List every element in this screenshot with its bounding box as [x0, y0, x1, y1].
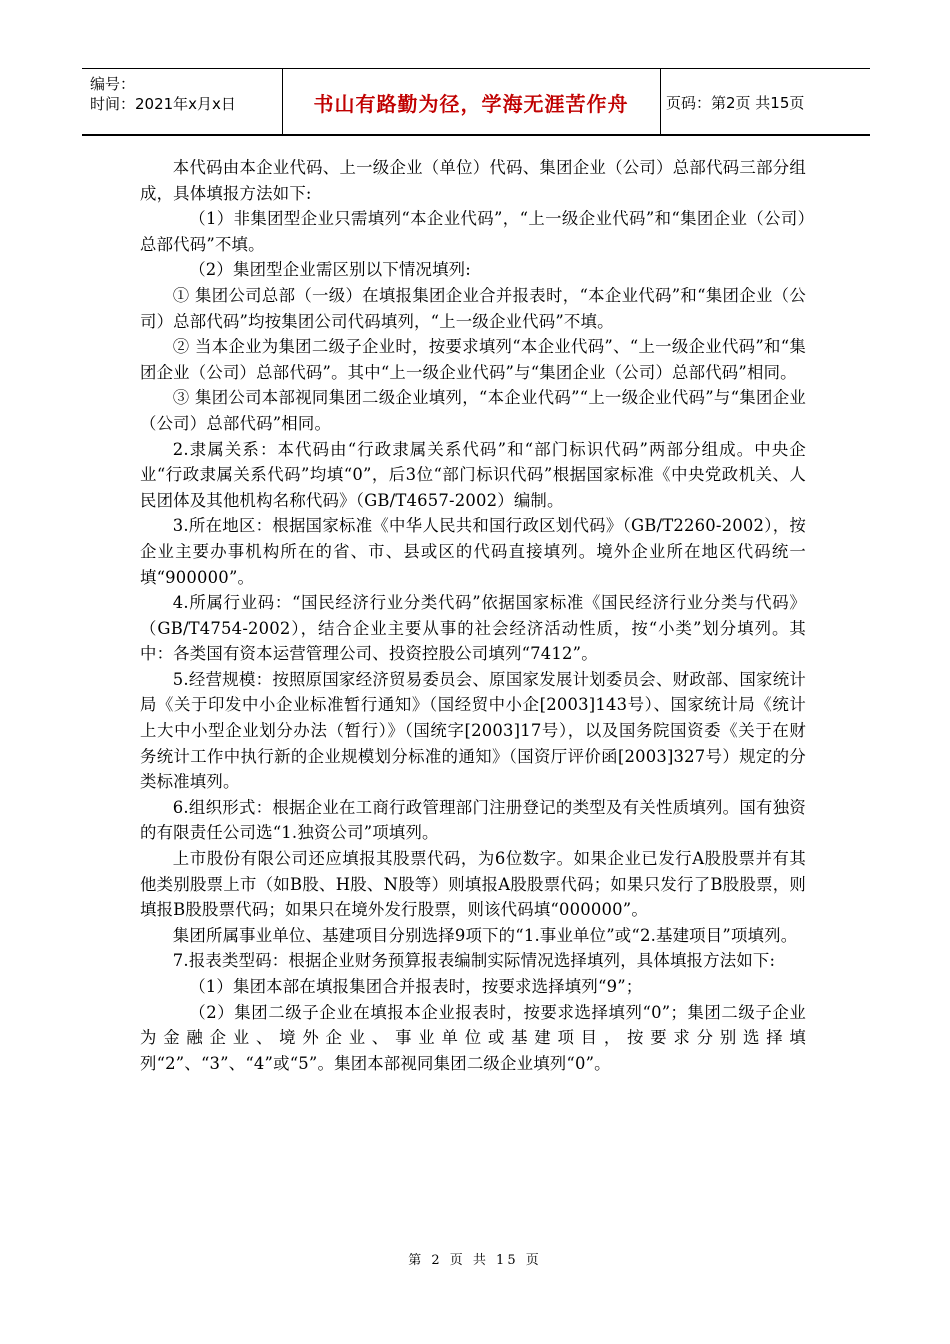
paragraph-group-main-office: ③ 集团公司本部视同集团二级企业填列，“本企业代码”“上一级企业代码”与“集团企业（公司）总部代码”相同。	[140, 388, 806, 433]
paragraph-organization-form: 6.组织形式：根据企业在工商行政管理部门注册登记的类型及有关性质填列。国有独资的有限责任公司选“1.独资公司”项填列。	[140, 797, 806, 843]
paragraph-report-type: 7.报表类型码：根据企业财务预算报表编制实际情况选择填列，具体填报方法如下:	[172, 951, 776, 971]
page-footer: 第 2 页 共 15 页	[408, 1253, 542, 1268]
header-divider-right	[660, 68, 661, 136]
paragraph-stock-code: 上市股份有限公司还应填报其股票代码，为6位数字。如果企业已发行A股股票并有其他类别股票上市（如B股、H股、N股等）则填报A股股票代码；如果只发行了B股股票，则填报B股股票代码；如果只在境外发行股票，则该代码填“000000”。	[140, 849, 806, 920]
document-date-label: 时间：2021年x月x日	[90, 95, 236, 113]
header-motto: 书山有路勤为径，学海无涯苦作舟	[313, 91, 629, 116]
header-divider-left	[282, 68, 283, 136]
header-page-number: 页码：第2页 共15页	[666, 93, 805, 112]
paragraph-non-group: （1）非集团型企业只需填列“本企业代码”，“上一级企业代码”和“集团企业（公司）总部代码”不填。	[140, 209, 806, 254]
paragraph-business-scale: 5.经营规模：按照原国家经济贸易委员会、原国家发展计划委员会、财政部、国家统计局《关于印发中小企业标准暂行通知》（国经贸中小企[2003]143号）、国家统计局《统计上大中小型企业划分办法（暂行）》（国统字[2003]17号），以及国务院国资委《关于在财务统计工作中执行新的企业规模划分标准的通知》（国资厅评价函[2003]327号）规定的分类标准填列。	[140, 669, 806, 792]
paragraph-group-intro: （2）集团型企业需区别以下情况填列:	[189, 260, 471, 280]
paragraph-code-composition: 本代码由本企业代码、上一级企业（单位）代码、集团企业（公司）总部代码三部分组成，具体填报方法如下:	[140, 158, 806, 203]
paragraph-report-type-1: （1）集团本部在填报集团合并报表时，按要求选择填列“9”；	[189, 977, 643, 996]
header-bottom-rule	[82, 134, 870, 136]
header-motto-cell	[284, 68, 658, 136]
paragraph-group-headquarters: ① 集团公司总部（一级）在填报集团企业合并报表时，“本企业代码”和“集团企业（公司）总部代码”均按集团公司代码填列，“上一级企业代码”不填。	[140, 285, 806, 331]
paragraph-industry-code: 4.所属行业码：“国民经济行业分类代码”依据国家标准《国民经济行业分类与代码》（GB/T4754-2002），结合企业主要从事的社会经济活动性质，按“小类”划分填列。其中：各类国有资本运营管理公司、投资控股公司填列“7412”。	[140, 593, 806, 664]
document-body	[140, 155, 806, 1076]
paragraph-public-institutions: 集团所属事业单位、基建项目分别选择9项下的“1.事业单位”或“2.基建项目”项填列。	[172, 925, 798, 945]
header-meta	[90, 74, 280, 114]
page-header	[82, 68, 870, 136]
paragraph-report-type-2: （2）集团二级子企业在填报本企业报表时，按要求选择填列“0”；集团二级子企业为金融企业、境外企业、事业单位或基建项目，按要求分别选择填列“2”、“3”、“4”或“5”。集团本部视同集团二级企业填列“0”。	[140, 1002, 806, 1073]
paragraph-second-level: ② 当本企业为集团二级子企业时，按要求填列“本企业代码”、“上一级企业代码”和“集团企业（公司）总部代码”。其中“上一级企业代码”与“集团企业（公司）总部代码”相同。	[140, 337, 806, 382]
paragraph-region: 3.所在地区：根据国家标准《中华人民共和国行政区划代码》（GB/T2260-2002），按企业主要办事机构所在的省、市、县或区的代码直接填列。境外企业所在地区代码统一填“900000”。	[140, 516, 806, 587]
document-number-label: 编号：	[90, 75, 136, 93]
paragraph-affiliation: 2.隶属关系：本代码由“行政隶属关系代码”和“部门标识代码”两部分组成。中央企业“行政隶属关系代码”均填“0”，后3位“部门标识代码”根据国家标准《中央党政机关、人民团体及其他机构名称代码》（GB/T4657-2002）编制。	[140, 439, 806, 510]
